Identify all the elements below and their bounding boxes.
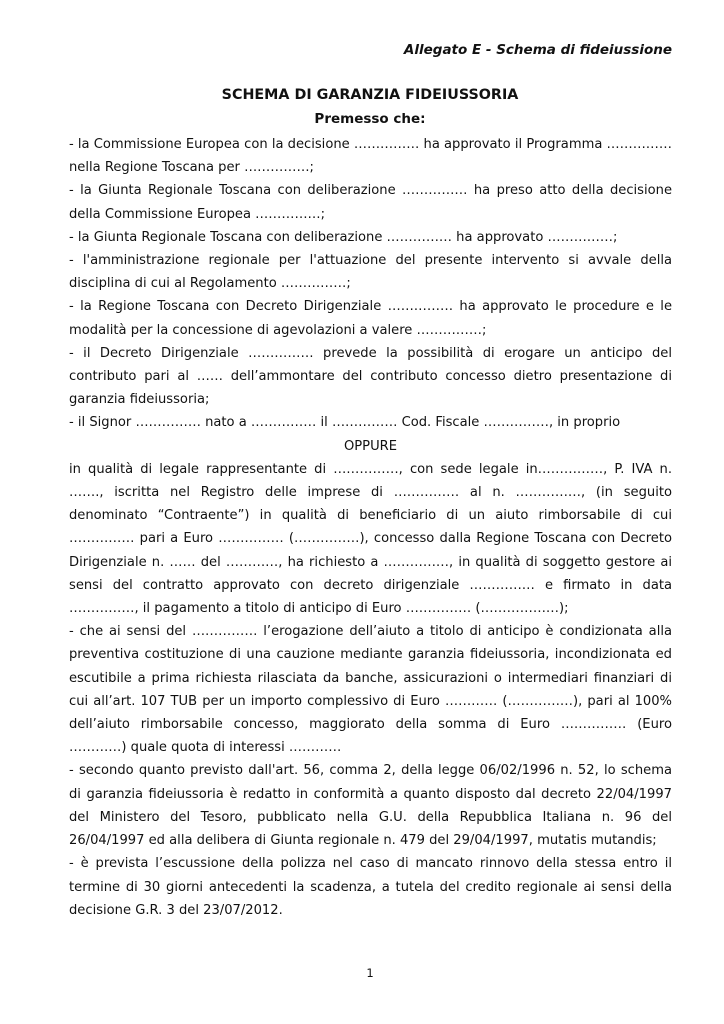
paragraph-oppure: OPPURE — [343, 438, 398, 454]
paragraph-decreto-anticipo: - il Decreto Dirigenziale …………… prevede la possibilità di erogare un anticipo del contributo pari al …… dell’ammontare del contributo concesso dietro presentazione di garanzia fideiussoria; — [69, 345, 672, 408]
paragraph-giunta-approvazione: - la Giunta Regionale Toscana con deliberazione …………… ha approvato ……………; — [69, 229, 618, 245]
paragraph-legge-schema: - secondo quanto previsto dall'art. 56, comma 2, della legge 06/02/1996 n. 52, lo schema di garanzia fideiussoria è redatto in conformità a quanto disposto dal decreto 22/04/1997 del Ministero del Tesoro, pubblicato nella G.U. della Repubblica Italiana n. 96 del 26/04/1997 ed alla delibera di Giunta regionale n. 479 del 29/04/1997, mutatis mutandis; — [69, 763, 672, 849]
paragraph-commissione-decisione: - la Commissione Europea con la decisione …………… ha approvato il Programma …………… nella Regione Toscana per ……………; — [69, 137, 672, 176]
document-body — [69, 133, 672, 922]
paragraph-legale-rappresentante: in qualità di legale rappresentante di ……………, con sede legale in……………, P. IVA n. ……., iscritta nel Registro delle imprese di …………… al n. ……………, (in seguito denominato “Contraente”) in qualità di beneficiario di un aiuto rimborsabile di cui …………… pari a Euro …………… (……………), concesso dalla Regione Toscana con Decreto Dirigenziale n. …… del …………, ha richiesto a ……………, in qualità di soggetto gestore ai sensi del contratto approvato con decreto dirigenziale …………… e firmato in data ……………, il pagamento a titolo di anticipo di Euro …………… (………………); — [69, 461, 672, 617]
document-title: SCHEMA DI GARANZIA FIDEIUSSORIA — [221, 87, 519, 103]
page-number: 1 — [366, 966, 374, 980]
paragraph-cauzione-fideiussoria: - che ai sensi del …………… l’erogazione dell’aiuto a titolo di anticipo è condizionata alla preventiva costituzione di una cauzione mediante garanzia fideiussoria, incondizionata ed escutibile a prima richiesta rilasciata da banche, assicurazioni o intermediari finanziari di cui all’art. 107 TUB per un importo complessivo di Euro ………… (……………), pari al 100% dell’aiuto rimborsabile concesso, maggiorato della somma di Euro …………… (Euro …………) quale quota di interessi ………… — [69, 624, 672, 756]
paragraph-signor-in-proprio: - il Signor …………… nato a …………… il …………… Cod. Fiscale ……………, in proprio — [69, 415, 621, 431]
paragraph-decreto-procedure: - la Regione Toscana con Decreto Dirigenziale …………… ha approvato le procedure e le modalità per la concessione di agevolazioni a valere ……………; — [69, 299, 672, 338]
paragraph-escussione-polizza: - è prevista l’escussione della polizza nel caso di mancato rinnovo della stessa entro il termine di 30 giorni antecedenti la scadenza, a tutela del credito regionale ai sensi della decisione G.R. 3 del 23/07/2012. — [69, 856, 672, 918]
paragraph-giunta-presa-atto: - la Giunta Regionale Toscana con deliberazione …………… ha preso atto della decisione della Commissione Europea ……………; — [69, 183, 672, 222]
document-subtitle: Premesso che: — [314, 111, 426, 127]
paragraph-amministrazione-regolamento: - l'amministrazione regionale per l'attuazione del presente intervento si avvale della disciplina di cui al Regolamento ……………; — [69, 253, 672, 292]
annex-header-note: Allegato E - Schema di fideiussione — [403, 42, 672, 58]
